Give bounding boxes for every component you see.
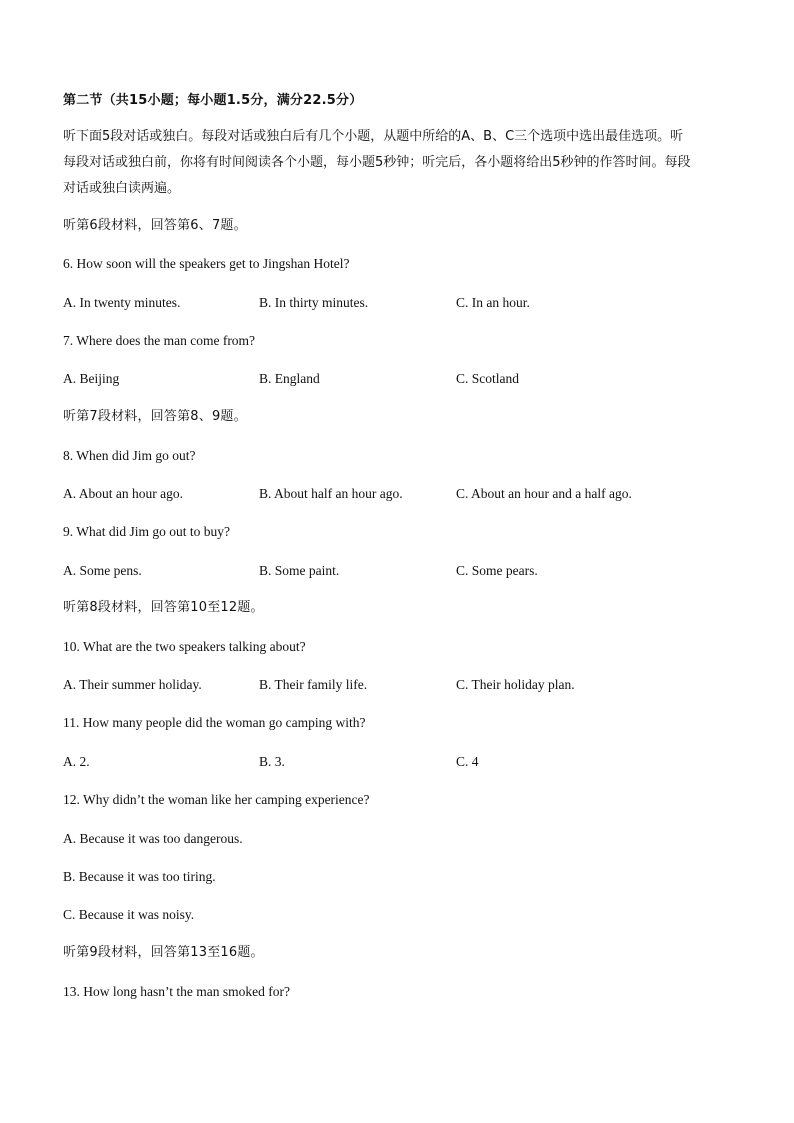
q8-option-b[interactable]: B. About half an hour ago. [259,486,403,501]
question-11: 11. How many people did the woman go camping with? [63,715,366,730]
q9-option-b[interactable]: B. Some paint. [259,563,340,578]
q11-option-a[interactable]: A. 2. [63,754,90,769]
q8-option-a[interactable]: A. About an hour ago. [63,486,183,501]
q12-option-c[interactable]: C. Because it was noisy. [63,907,195,922]
q9-option-a[interactable]: A. Some pens. [63,563,142,578]
group-prompt-2: 听第7段材料，回答第8、9题。 [63,409,247,424]
question-9: 9. What did Jim go out to buy? [63,524,230,539]
q11-option-b[interactable]: B. 3. [259,754,285,769]
q12-option-b[interactable]: B. Because it was too tiring. [63,869,216,884]
q12-option-a[interactable]: A. Because it was too dangerous. [63,831,243,846]
instructions-line-3: 对话或独白读两遍。 [63,181,181,196]
question-13: 13. How long hasn’t the man smoked for? [63,984,290,999]
q7-option-c[interactable]: C. Scotland [456,371,519,386]
question-12: 12. Why didn’t the woman like her camping experience? [63,792,370,807]
group-prompt-4: 听第9段材料，回答第13至16题。 [63,945,264,960]
q6-option-a[interactable]: A. In twenty minutes. [63,295,181,310]
q11-option-c[interactable]: C. 4 [456,754,479,769]
section-heading: 第二节（共15小题；每小题1.5分，满分22.5分） [63,93,363,108]
q9-option-c[interactable]: C. Some pears. [456,563,538,578]
q7-option-a[interactable]: A. Beijing [63,371,120,386]
q6-option-b[interactable]: B. In thirty minutes. [259,295,369,310]
q8-option-c[interactable]: C. About an hour and a half ago. [456,486,632,501]
group-prompt-1: 听第6段材料，回答第6、7题。 [63,218,247,233]
q7-option-b[interactable]: B. England [259,371,320,386]
question-10: 10. What are the two speakers talking about? [63,639,306,654]
q10-option-b[interactable]: B. Their family life. [259,677,368,692]
group-prompt-3: 听第8段材料，回答第10至12题。 [63,600,264,615]
question-6: 6. How soon will the speakers get to Jingshan Hotel? [63,256,350,271]
question-8: 8. When did Jim go out? [63,448,196,463]
instructions-line-2: 每段对话或独白前，你将有时间阅读各个小题，每小题5秒钟；听完后，各小题将给出5秒钟的作答时间。每段 [63,155,691,170]
q6-option-c[interactable]: C. In an hour. [456,295,530,310]
q10-option-c[interactable]: C. Their holiday plan. [456,677,575,692]
section-instructions [63,124,735,202]
q10-option-a[interactable]: A. Their summer holiday. [63,677,202,692]
instructions-line-1: 听下面5段对话或独白。每段对话或独白后有几个小题，从题中所给的A、B、C三个选项中选出最佳选项。听 [63,129,684,144]
question-7: 7. Where does the man come from? [63,333,256,348]
